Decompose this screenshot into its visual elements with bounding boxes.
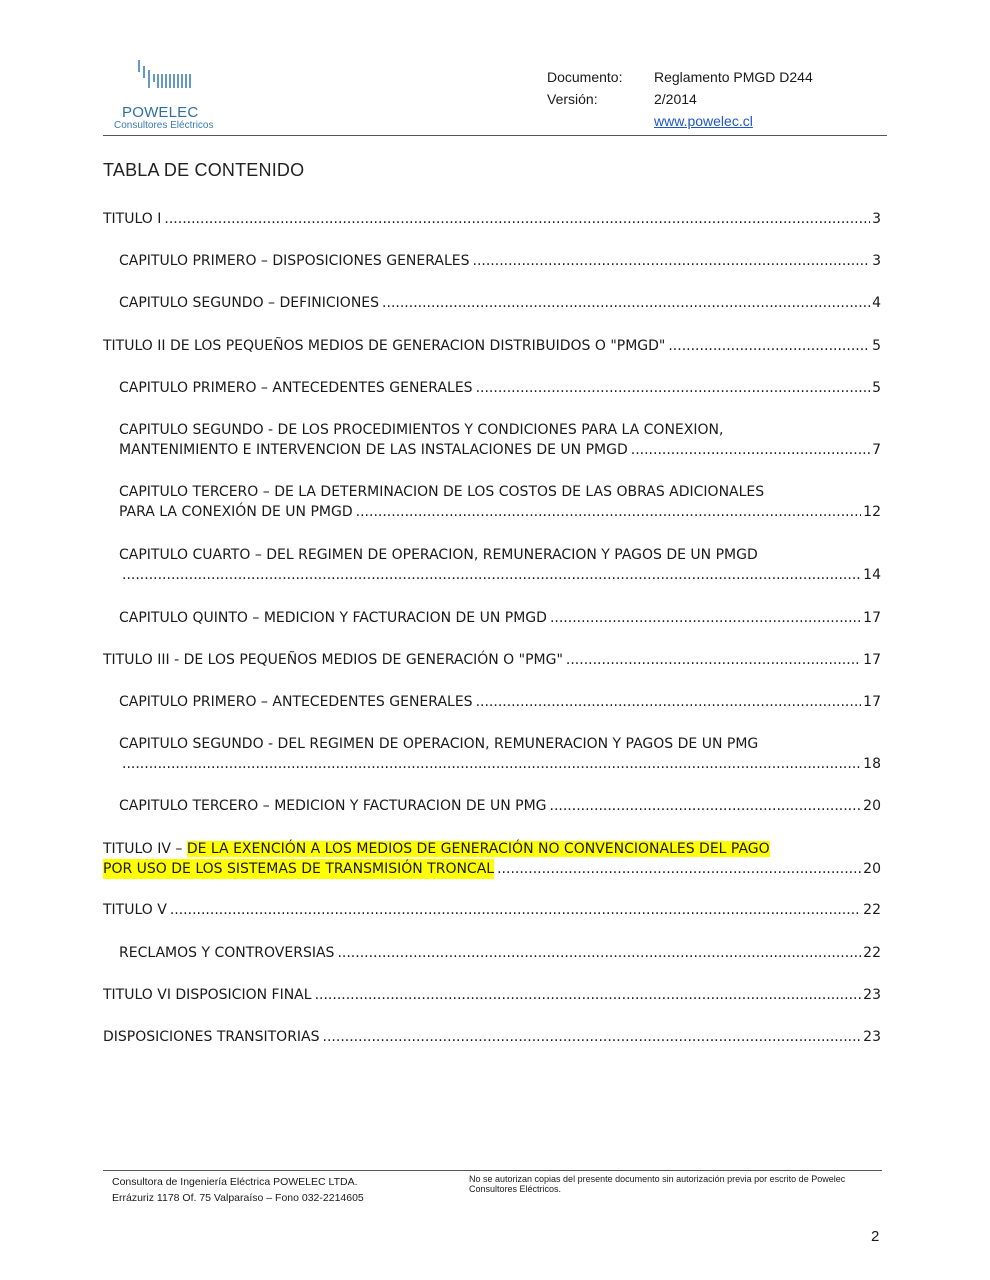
toc-page-number: 23 [863, 1029, 881, 1045]
toc-entry[interactable] [119, 796, 881, 816]
toc-entry-title: TITULO VI DISPOSICION FINAL [103, 987, 312, 1003]
toc-leader [668, 336, 870, 356]
toc-page-number: 17 [863, 610, 881, 626]
toc-page-number: 12 [863, 504, 881, 520]
toc-entry-title-line1: CAPITULO SEGUNDO - DEL REGIMEN DE OPERACION, REMUNERACION Y PAGOS DE UN PMG [119, 736, 759, 752]
toc-leader [566, 650, 861, 670]
toc-entry[interactable] [119, 943, 881, 963]
toc-entry[interactable] [119, 734, 881, 774]
website-link[interactable]: www.powelec.cl [654, 113, 753, 129]
toc-leader [473, 251, 871, 271]
header-divider [103, 135, 887, 136]
toc-entry-title: TITULO I [103, 211, 162, 227]
toc-leader [631, 440, 870, 460]
logo-name: POWELEC [122, 104, 199, 121]
toc-leader [337, 943, 861, 963]
toc-page-number: 7 [872, 442, 881, 458]
toc-page-number: 3 [872, 211, 881, 227]
toc-page-number: 14 [863, 567, 881, 583]
toc-page-number: 20 [863, 798, 881, 814]
toc-leader [122, 565, 861, 585]
toc-entry[interactable] [103, 900, 881, 920]
toc-entry[interactable] [119, 482, 881, 522]
footer-company [112, 1174, 364, 1206]
toc-page-number: 3 [872, 253, 881, 269]
document-meta [547, 66, 813, 132]
toc-page-number: 20 [863, 861, 881, 877]
document-label: Documento: [547, 69, 623, 85]
toc-leader [550, 796, 862, 816]
toc-entry-title-line2: MANTENIMIENTO E INTERVENCION DE LAS INSTALACIONES DE UN PMGD [119, 442, 628, 458]
logo-subtitle: Consultores Eléctricos [114, 120, 214, 131]
toc-entry-title: DISPOSICIONES TRANSITORIAS [103, 1029, 320, 1045]
toc-entry-title-line1: CAPITULO TERCERO – DE LA DETERMINACION DE LOS COSTOS DE LAS OBRAS ADICIONALES [119, 484, 765, 500]
toc-page-number: 18 [863, 756, 881, 772]
toc-entry-title: TITULO II DE LOS PEQUEÑOS MEDIOS DE GENERACION DISTRIBUIDOS O "PMGD" [103, 338, 666, 354]
toc-entry[interactable] [119, 378, 881, 398]
toc-page-number: 22 [863, 902, 881, 918]
toc-entry[interactable] [119, 420, 881, 460]
toc-entry[interactable] [119, 251, 881, 271]
document-row [547, 66, 813, 88]
toc-entry[interactable] [119, 293, 881, 313]
toc-page-number: 22 [863, 945, 881, 961]
toc-leader [382, 293, 870, 313]
toc-leader [476, 378, 871, 398]
footer-company-line2: Errázuriz 1178 Of. 75 Valparaíso – Fono 032-2214605 [112, 1192, 364, 1204]
toc-entry[interactable] [103, 1027, 881, 1047]
toc-page-number: 23 [863, 987, 881, 1003]
toc-entry-title: RECLAMOS Y CONTROVERSIAS [119, 945, 335, 961]
toc-page-number: 17 [863, 694, 881, 710]
toc-entry-title: TITULO III - DE LOS PEQUEÑOS MEDIOS DE GENERACIÓN O "PMG" [103, 652, 563, 668]
toc-entry[interactable] [119, 545, 881, 585]
toc-leader [356, 502, 862, 522]
toc-page-number: 4 [872, 295, 881, 311]
toc-leader [550, 608, 861, 628]
toc-leader [164, 209, 870, 229]
toc-page-number: 5 [872, 380, 881, 396]
footer-notice: No se autorizan copias del presente documento sin autorización previa por escrito de Powelec Consultores Eléctricos. [469, 1174, 846, 1194]
footer-divider [103, 1170, 882, 1171]
toc-entry-title: CAPITULO SEGUNDO – DEFINICIONES [119, 295, 380, 311]
version-value: 2/2014 [654, 91, 697, 107]
toc-entry-highlight-line1: DE LA EXENCIÓN A LOS MEDIOS DE GENERACIÓN NO CONVENCIONALES DEL PAGO [186, 841, 770, 857]
website-row [547, 110, 813, 132]
toc-page-number: 17 [863, 652, 881, 668]
toc-entry-title: CAPITULO TERCERO – MEDICION Y FACTURACION DE UN PMG [119, 798, 547, 814]
page-number: 2 [871, 1228, 880, 1245]
toc-entry[interactable] [103, 985, 881, 1005]
toc-entry-title-line1: CAPITULO SEGUNDO - DE LOS PROCEDIMIENTOS Y CONDICIONES PARA LA CONEXION, [119, 422, 724, 438]
toc-leader [170, 900, 861, 920]
toc-entry-title: TITULO V [103, 902, 167, 918]
toc-entry-prefix: TITULO IV – [103, 841, 187, 857]
powelec-logo [112, 58, 227, 134]
toc-entry-title-line1: CAPITULO CUARTO – DEL REGIMEN DE OPERACION, REMUNERACION Y PAGOS DE UN PMGD [119, 547, 758, 563]
toc-entry[interactable] [103, 650, 881, 670]
toc-entry-title: CAPITULO PRIMERO – DISPOSICIONES GENERALES [119, 253, 470, 269]
toc-entry[interactable] [103, 209, 881, 229]
document-value: Reglamento PMGD D244 [654, 69, 813, 85]
toc-leader [315, 985, 862, 1005]
toc-leader [497, 859, 861, 879]
toc-page-number: 5 [872, 338, 881, 354]
version-label: Versión: [547, 91, 598, 107]
toc-entry-title-line2: PARA LA CONEXIÓN DE UN PMGD [119, 504, 353, 520]
toc-entry[interactable] [119, 692, 881, 712]
toc-entry-title: CAPITULO PRIMERO – ANTECEDENTES GENERALES [119, 380, 473, 396]
toc-entry[interactable] [103, 336, 881, 356]
toc-entry[interactable] [119, 608, 881, 628]
toc-entry-highlight-line2: POR USO DE LOS SISTEMAS DE TRANSMISIÓN TRONCAL [103, 861, 495, 877]
toc-leader [476, 692, 862, 712]
toc-entry-title: CAPITULO PRIMERO – ANTECEDENTES GENERALES [119, 694, 473, 710]
toc-entry[interactable] [103, 839, 881, 879]
toc-entry-title: CAPITULO QUINTO – MEDICION Y FACTURACION DE UN PMGD [119, 610, 547, 626]
version-row [547, 88, 813, 110]
logo-bars-icon [136, 58, 196, 92]
toc-leader [323, 1027, 862, 1047]
toc-title: TABLA DE CONTENIDO [103, 160, 305, 180]
toc-leader [122, 754, 861, 774]
footer-company-line1: Consultora de Ingeniería Eléctrica POWELEC LTDA. [112, 1176, 358, 1188]
